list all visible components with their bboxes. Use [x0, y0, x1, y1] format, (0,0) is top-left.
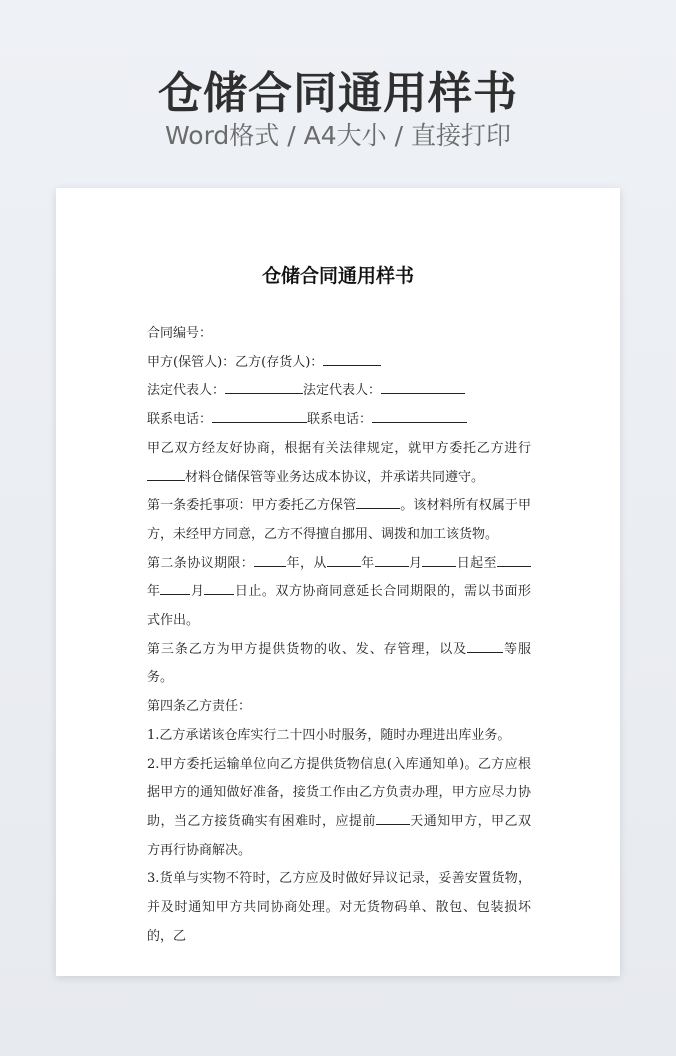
article-2-day-to: 日起至 [456, 555, 497, 571]
item-1-text: 1.乙方承诺该仓库实行二十四小时服务，随时办理进出库业务。 [147, 727, 511, 743]
article-3-text-a: 第三条乙方为甲方提供货物的收、发、存管理，以及 [147, 641, 468, 657]
intro-text-2: 材料仓储保管等业务达成本协议，并承诺共同遵守。 [185, 469, 485, 485]
party-b-blank[interactable] [323, 353, 381, 366]
legal-rep-line [147, 377, 531, 406]
item-3 [147, 865, 531, 951]
banner [0, 0, 676, 180]
contract-number-line [147, 320, 531, 349]
end-year-blank[interactable] [497, 554, 531, 567]
term-years-blank[interactable] [254, 554, 286, 567]
document-page [56, 188, 620, 976]
legal-rep-a-blank[interactable] [225, 381, 303, 394]
material-blank[interactable] [147, 468, 185, 481]
phone-b-blank[interactable] [372, 410, 467, 423]
item-2-text-a: 2.甲方委托运输单位向乙方提供货物信息(入库通知单)。乙方应根据甲方的通知做好准备，接货工作由乙方负责办理，甲方应尽力协助，当乙方接货确实有困难时，应提前 [147, 756, 531, 829]
item-3-text: 3.货单与实物不符时，乙方应及时做好异议记录，妥善安置货物，并及时通知甲方共同协商处理。对无货物码单、散包、包装损坏的，乙 [147, 871, 531, 944]
legal-rep-a-label: 法定代表人： [147, 383, 226, 399]
contract-number-label: 合同编号： [147, 326, 213, 341]
intro-text-1: 甲乙双方经友好协商，根据有关法律规定，就甲方委托乙方进行 [147, 440, 531, 456]
article-2-text-a: 第二条协议期限： [147, 555, 255, 571]
item-2 [147, 751, 531, 866]
document-body [147, 320, 531, 951]
article-2-year2: 年 [360, 555, 375, 571]
document-title: 仓储合同通用样书 [261, 265, 414, 287]
article-2-year: 年，从 [286, 555, 327, 571]
banner-title: 仓储合同通用样书 [158, 68, 518, 119]
article-1-text-b: 。该材料所有权属于甲方，未经甲方同意，乙方不得擅自挪用、调拨和加工该货物。 [147, 498, 531, 542]
parties-line [147, 349, 531, 378]
article-4-heading: 第四条乙方责任： [147, 699, 252, 715]
party-a-label: 甲方(保管人)： [147, 354, 236, 370]
article-1-text-a: 第一条委托事项：甲方委托乙方保管 [147, 498, 357, 514]
item-2-text-b: 天通知甲方，甲乙双方再行协商解决。 [147, 813, 531, 858]
legal-rep-b-blank[interactable] [381, 381, 465, 394]
phone-b-label: 联系电话： [307, 412, 373, 428]
start-day-blank[interactable] [422, 554, 456, 567]
article-4 [147, 693, 531, 722]
end-month-blank[interactable] [160, 582, 190, 595]
article-2-month: 月 [408, 555, 423, 571]
article-3 [147, 636, 531, 693]
banner-subtitle: Word格式 / A4大小 / 直接打印 [165, 121, 511, 150]
notice-days-blank[interactable] [376, 812, 410, 825]
article-2-year3: 年 [147, 584, 161, 600]
party-b-label: 乙方(存货人)： [235, 354, 324, 370]
legal-rep-b-label: 法定代表人： [303, 383, 382, 399]
phone-a-label: 联系电话： [147, 412, 213, 428]
article-2-month2: 月 [190, 584, 205, 600]
phone-line [147, 406, 531, 435]
article-2 [147, 550, 531, 636]
article-1 [147, 492, 531, 549]
phone-a-blank[interactable] [212, 410, 307, 423]
service-blank[interactable] [467, 640, 503, 653]
start-year-blank[interactable] [327, 554, 361, 567]
goods-blank[interactable] [356, 496, 400, 509]
end-day-blank[interactable] [204, 582, 234, 595]
start-month-blank[interactable] [375, 554, 409, 567]
intro-paragraph [147, 435, 531, 492]
article-2-end: 日止。双方协商同意延长合同期限的，需以书面形式作出。 [147, 584, 531, 629]
article-3-text-b: 等服务。 [147, 641, 531, 686]
item-1 [147, 722, 531, 751]
